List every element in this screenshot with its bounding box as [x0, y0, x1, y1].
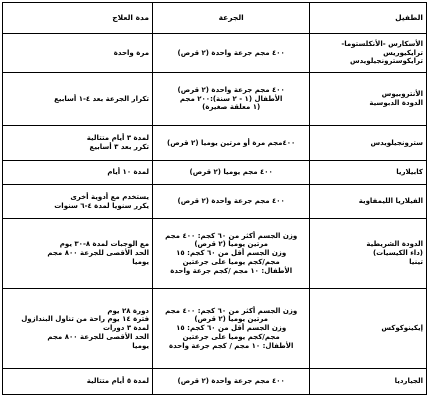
table-row: [3, 161, 427, 185]
header-duration: مدة العلاج: [3, 3, 153, 34]
table-row: [3, 126, 427, 161]
table-row: [3, 289, 427, 369]
cell-dose: ٤٠٠ مجم يوميا (٢ قرص): [153, 161, 310, 185]
cell-duration: دورة ٢٨ يوم فترة ١٤ يوم راحة من تناول البندازول لمدة ٣ دورات الحد الأقصى للجرعة ٨٠٠ مجم يوميا: [3, 289, 153, 369]
cell-parasite: سترونجيلويدس: [310, 126, 427, 161]
cell-duration: مع الوجبات لمدة ٨-٣٠ يوم الحد الأقصى للجرعة ٨٠٠ مجم يوميا: [3, 219, 153, 289]
cell-dose: ٤٠٠ مجم جرعة واحدة (٢ قرص): [153, 185, 310, 219]
table-row: [3, 219, 427, 289]
cell-dose: ٤٠٠ مجم جرعة واحدة (٢ قرص): [153, 34, 310, 73]
table-row: [3, 185, 427, 219]
cell-parasite: إيكينوكوكس: [310, 289, 427, 369]
cell-parasite: الأسكارس -الأنكلستوما-ترايكيوريس ترايكوسترونجيلويدس: [310, 34, 427, 73]
cell-duration: تكرار الجرعة بعد ٤-١ أسابيع: [3, 73, 153, 126]
dosage-table: [2, 2, 427, 395]
cell-parasite: كابيلاريا: [310, 161, 427, 185]
cell-parasite: الدودة الشريطية (داء الكيسيات) تينيا: [310, 219, 427, 289]
cell-dose: ٤٠٠ مجم جرعة واحدة (٢ قرص) الأطفال (١ - ٢ سنة):٢٠٠ مجم (١ معلقة صغيرة): [153, 73, 310, 126]
table-row: [3, 34, 427, 73]
table-header: [3, 3, 427, 34]
header-dose: الجرعة: [153, 3, 310, 34]
cell-dose: وزن الجسم أكثر من ٦٠ كجم: ٤٠٠ مجم مرتين يوميا (٢ قرص) وزن الجسم أقل من ٦٠ كجم: ١٥ مجم/كجم يوميا على جرعتين الأطفال: ١٠ مجم / كجم جرعة واحدة: [153, 289, 310, 369]
table-row: [3, 369, 427, 395]
cell-parasite: الجيارديا: [310, 369, 427, 395]
table-row: [3, 73, 427, 126]
cell-dose: وزن الجسم أكثر من ٦٠ كجم: ٤٠٠ مجم مرتين يوميا (٢ قرص) وزن الجسم أقل من ٦٠ كجم: ١٥ مجم/كجم يوميا على جرعتين الأطفال: ١٠ مجم /كجم جرعة واحدة: [153, 219, 310, 289]
cell-dose: ٤٠٠مجم مرة أو مرتين يوميا (٢ قرص): [153, 126, 310, 161]
cell-duration: مرة واحدة: [3, 34, 153, 73]
header-parasite: الطفيل: [310, 3, 427, 34]
cell-parasite: الأنتروبيوس الدودة الدبوسية: [310, 73, 427, 126]
cell-duration: يستخدم مع أدوية أخرى يكرر سنويا لمدة ٤-٦ سنوات: [3, 185, 153, 219]
cell-parasite: الفيلاريا الليمفاوية: [310, 185, 427, 219]
table-body: [3, 34, 427, 395]
header-row: [3, 3, 427, 34]
cell-duration: لمدة ٣ أيام متتالية تكرر بعد ٣ أسابيع: [3, 126, 153, 161]
cell-duration: لمدة ١٠ أيام: [3, 161, 153, 185]
cell-duration: لمدة ٥ أيام متتالية: [3, 369, 153, 395]
cell-dose: ٤٠٠ مجم جرعة واحدة (٢ قرص): [153, 369, 310, 395]
